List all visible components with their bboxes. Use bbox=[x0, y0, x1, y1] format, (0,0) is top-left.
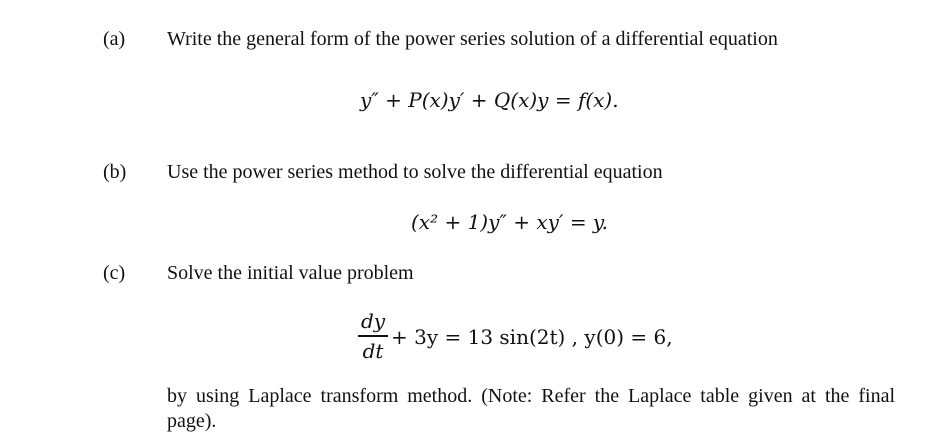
question-c-text: Solve the initial value problem bbox=[167, 262, 414, 284]
question-b-text: Use the power series method to solve the differential equation bbox=[167, 161, 663, 183]
question-b-equation: (x² + 1)y″ + xy′ = y. bbox=[411, 210, 608, 234]
fraction-bar bbox=[358, 335, 388, 337]
question-c-equation: + 3y = 13 sin(2t) , y(0) = 6, bbox=[391, 325, 673, 349]
question-c-closing-text: by using Laplace transform method. (Note: Refer the Laplace table given at the final page). bbox=[167, 385, 895, 432]
question-b-label: (b) bbox=[103, 161, 127, 183]
fraction-denominator: dt bbox=[362, 338, 384, 363]
derivative-fraction bbox=[358, 309, 388, 363]
question-a-label: (a) bbox=[103, 28, 126, 50]
fraction-numerator: dy bbox=[360, 309, 386, 333]
question-a-text: Write the general form of the power series solution of a differential equation bbox=[167, 28, 778, 50]
question-c-label: (c) bbox=[103, 262, 126, 284]
question-a-equation: y″ + P(x)y′ + Q(x)y = f(x). bbox=[360, 88, 619, 112]
